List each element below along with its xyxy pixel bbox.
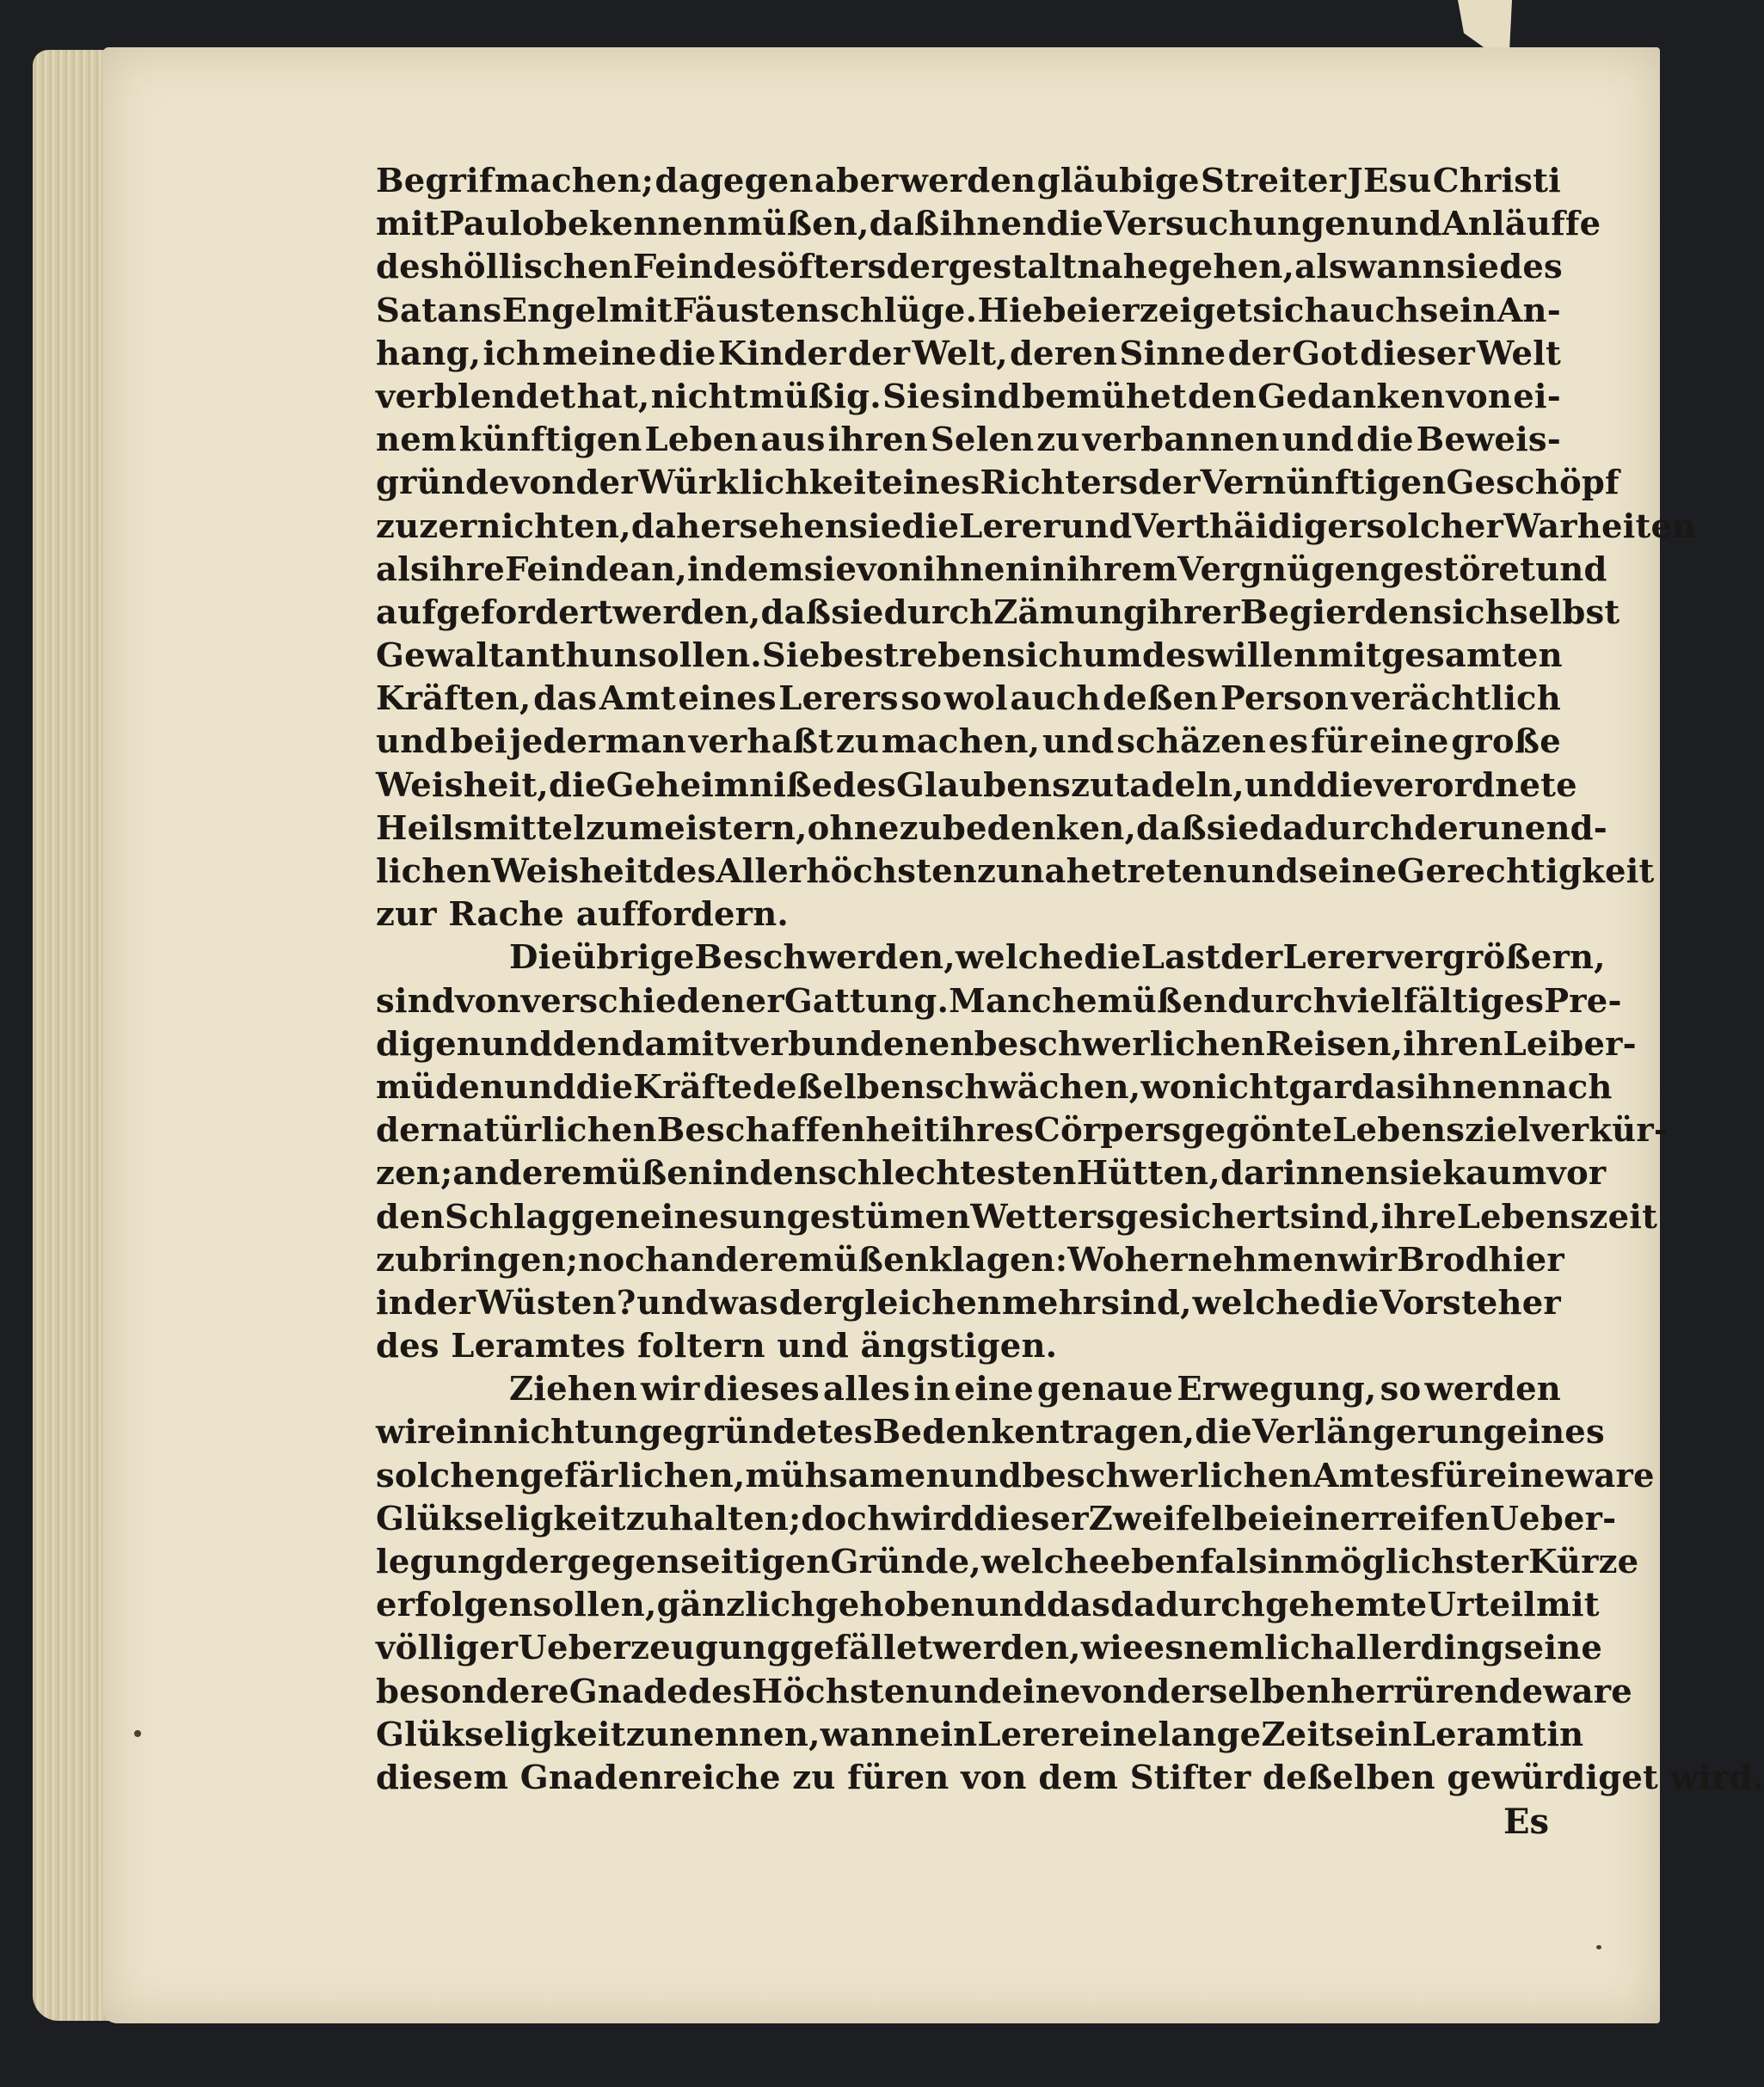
text-line: Begrif machen; dagegen aber werden gläubige Streiter JEsu Christi [376,162,1561,200]
page-text-block [376,160,1764,1800]
text-line: müden und die Kräfte deßelben schwächen, wo nicht gar das ihnen nach [376,1067,1613,1107]
text-line: zen; andere müßen in den schlechtesten Hütten, darinnen sie kaum vor [376,1154,1607,1194]
text-line: digen und den damit verbundenen beschwerlichen Reisen, ihren Leib er- [376,1024,1637,1064]
text-line: mit Paulo bekennen müßen, daß ihnen die Versuchungen und Anläuffe [376,205,1601,244]
text-line: Kräften, das Amt eines Lerers so wol auch deßen Person verächtlich [376,679,1561,719]
text-line: erfolgen sollen, gänzlich gehoben und das dadurch gehemte Urteil mit [376,1586,1600,1625]
text-line: und bei jederman verhaßt zu machen, und schäzen es für eine große [376,722,1561,762]
text-line: Glükseligkeit zu nennen, wann ein Lerer eine lange Zeit sein Leramt in [376,1715,1584,1754]
text-line: Die übrige Beschwerden, welche die Last der Lerer vergrößern, [509,938,1606,978]
text-line: legung der gegenseitigen Gründe, welche ebenfals in möglichster Kürze [376,1543,1639,1581]
text-line: gründe von der Würklichkeit eines Richters der Vernünftigen Geschöpf [376,463,1620,503]
text-line: zu zernichten, daher sehen sie die Lerer und Verthäidiger solcher Warheiten [376,506,1697,546]
text-line: wir ein nicht ungegründetes Bedenken tragen, die Verlängerung eines [376,1413,1605,1452]
ink-speck [134,1730,141,1737]
text-line: Heilsmittel zu meistern, ohne zu bedenken, daß sie dadurch der unend- [376,808,1607,848]
text-line: zubringen; noch andere müßen klagen: Woher nehmen wir Brod hier [376,1240,1564,1280]
ink-speck [1596,1945,1601,1949]
text-line: völliger Ueberzeugung gefället werden, wie es nemlich allerdings eine [376,1629,1603,1668]
text-line: Gewalt an thun sollen. Sie bestreben sich um deswillen mit gesamten [376,636,1563,676]
text-line: in der Wüsten? und was dergleichen mehr sind, welche die Vorsteher [376,1283,1561,1323]
text-line: Satans Engel mit Fäusten schlüge. Hiebei erzeiget sich auch sein An- [376,291,1561,330]
text-line: solchen gefärlichen, mühsamen und beschwerlichen Amtes für eine ware [376,1456,1655,1495]
text-line: Glükseligkeit zu halten; doch wird dieser Zweifel bei einer reifen Ueber- [376,1499,1617,1538]
text-line: verblendet hat, nicht müßig. Sie sind bemühet den Gedanken von ei- [376,377,1561,416]
text-line: aufgefordert werden, daß sie durch Zämung ihrer Begierden sich selbst [376,592,1620,632]
text-line: nem künftigen Leben aus ihren Selen zu verbannen und die Beweis- [376,420,1561,460]
text-line: den Schlaggen eines ungestümen Wetters gesichert sind, ihre Lebenszeit [376,1197,1658,1237]
text-line: Weisheit, die Geheimniße des Glaubens zu tadeln, und die verordnete [376,765,1577,805]
catchword: Es [1503,1802,1550,1842]
text-line: des höllischen Feindes öfters dergestalt nahe gehen, als wann sie des [376,248,1563,287]
text-line: lichen Weisheit des Allerhöchsten zu nahe treten und seine Gerechtigkeit [376,852,1655,891]
text-line: zur Rache auffordern. [376,895,790,935]
text-line: besondere Gnade des Höchsten und eine von derselben herrürende ware [376,1672,1632,1711]
text-line: als ihre Feinde an, indem sie von ihnen in ihrem Vergnügen gestöret und [376,549,1607,589]
text-line: diesem Gnadenreiche zu füren von dem Stifter deßelben gewürdiget wird. [376,1758,1764,1797]
text-line: der natürlichen Beschaffenheit ihres Cörpers gegönte Lebensziel verkür- [376,1111,1668,1151]
text-line: hang, ich meine die Kinder der Welt, deren Sinne der Got dieser Welt [376,334,1561,373]
text-line: sind von verschiedener Gattung. Manche müßen durch vielfältiges Pre- [376,981,1622,1021]
text-line: des Leramtes foltern und ängstigen. [376,1327,1058,1366]
text-line: Ziehen wir dieses alles in eine genaue Erwegung, so werden [509,1370,1561,1409]
